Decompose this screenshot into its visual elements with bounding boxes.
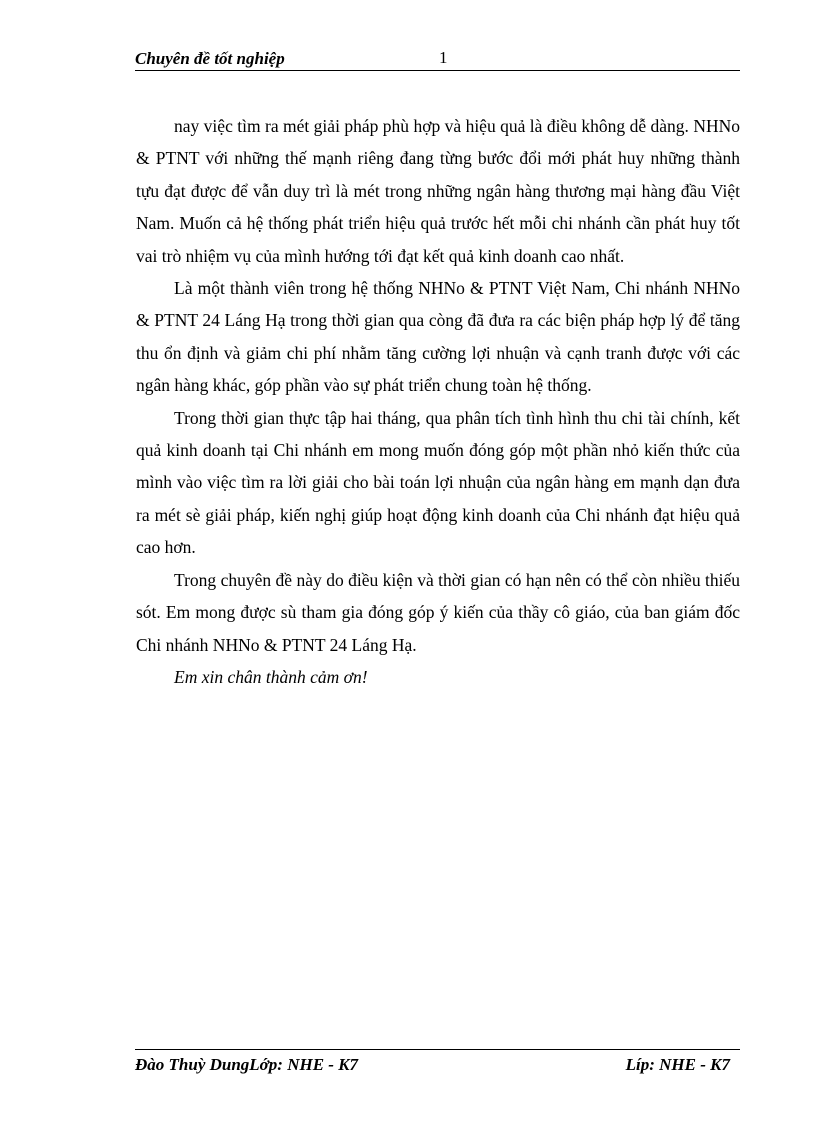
header-title: Chuyên đề tốt nghiệp [135,49,285,68]
document-body [136,110,740,693]
paragraph-4: Trong chuyên đề này do điều kiện và thời gian có hạn nên có thể còn nhiều thiếu sót. Em mong được sù tham gia đóng góp ý kiến của thầy cô giáo, của ban giám đốc Chi nhánh NHNo & PTNT 24 Láng Hạ. [136,569,740,655]
page-number: 1 [439,48,448,67]
page-header [135,48,740,71]
footer-author-class: Đào Thuỳ DungLớp: NHE - K7 [135,1055,359,1074]
closing-line: Em xin chân thành cảm ơn! [174,666,368,687]
paragraph-1: nay việc tìm ra mét giải pháp phù hợp và hiệu quả là điều không dễ dàng. NHNo & PTNT với những thế mạnh riêng đang từng bước đổi mới phát huy những thành tựu đạt được để vẫn duy trì là mét trong những ngân hàng thương mại hàng đầu Việt Nam. Muốn cả hệ thống phát triển hiệu quả trước hết mỗi chi nhánh cần phát huy tốt vai trò nhiệm vụ của mình hướng tới đạt kết quả kinh doanh cao nhất. [136,116,740,266]
paragraph-2: Là một thành viên trong hệ thống NHNo & PTNT Việt Nam, Chi nhánh NHNo & PTNT 24 Láng Hạ trong thời gian qua còng đã đưa ra các biện pháp hợp lý để tăng thu ổn định và giảm chi phí nhằm tăng cường lợi nhuận và cạnh tranh được với các ngân hàng khác, góp phần vào sự phát triển chung toàn hệ thống. [136,278,740,396]
footer-class: Líp: NHE - K7 [625,1055,730,1074]
page-footer [135,1049,740,1080]
paragraph-3: Trong thời gian thực tập hai tháng, qua phân tích tình hình thu chi tài chính, kết quả kinh doanh tại Chi nhánh em mong muốn đóng góp một phần nhỏ kiến thức của mình vào việc tìm ra lời giải cho bài toán lợi nhuận của ngân hàng em mạnh dạn đưa ra mét sè giải pháp, kiến nghị giúp hoạt động kinh doanh của Chi nhánh đạt hiệu quả cao hơn. [136,407,740,558]
